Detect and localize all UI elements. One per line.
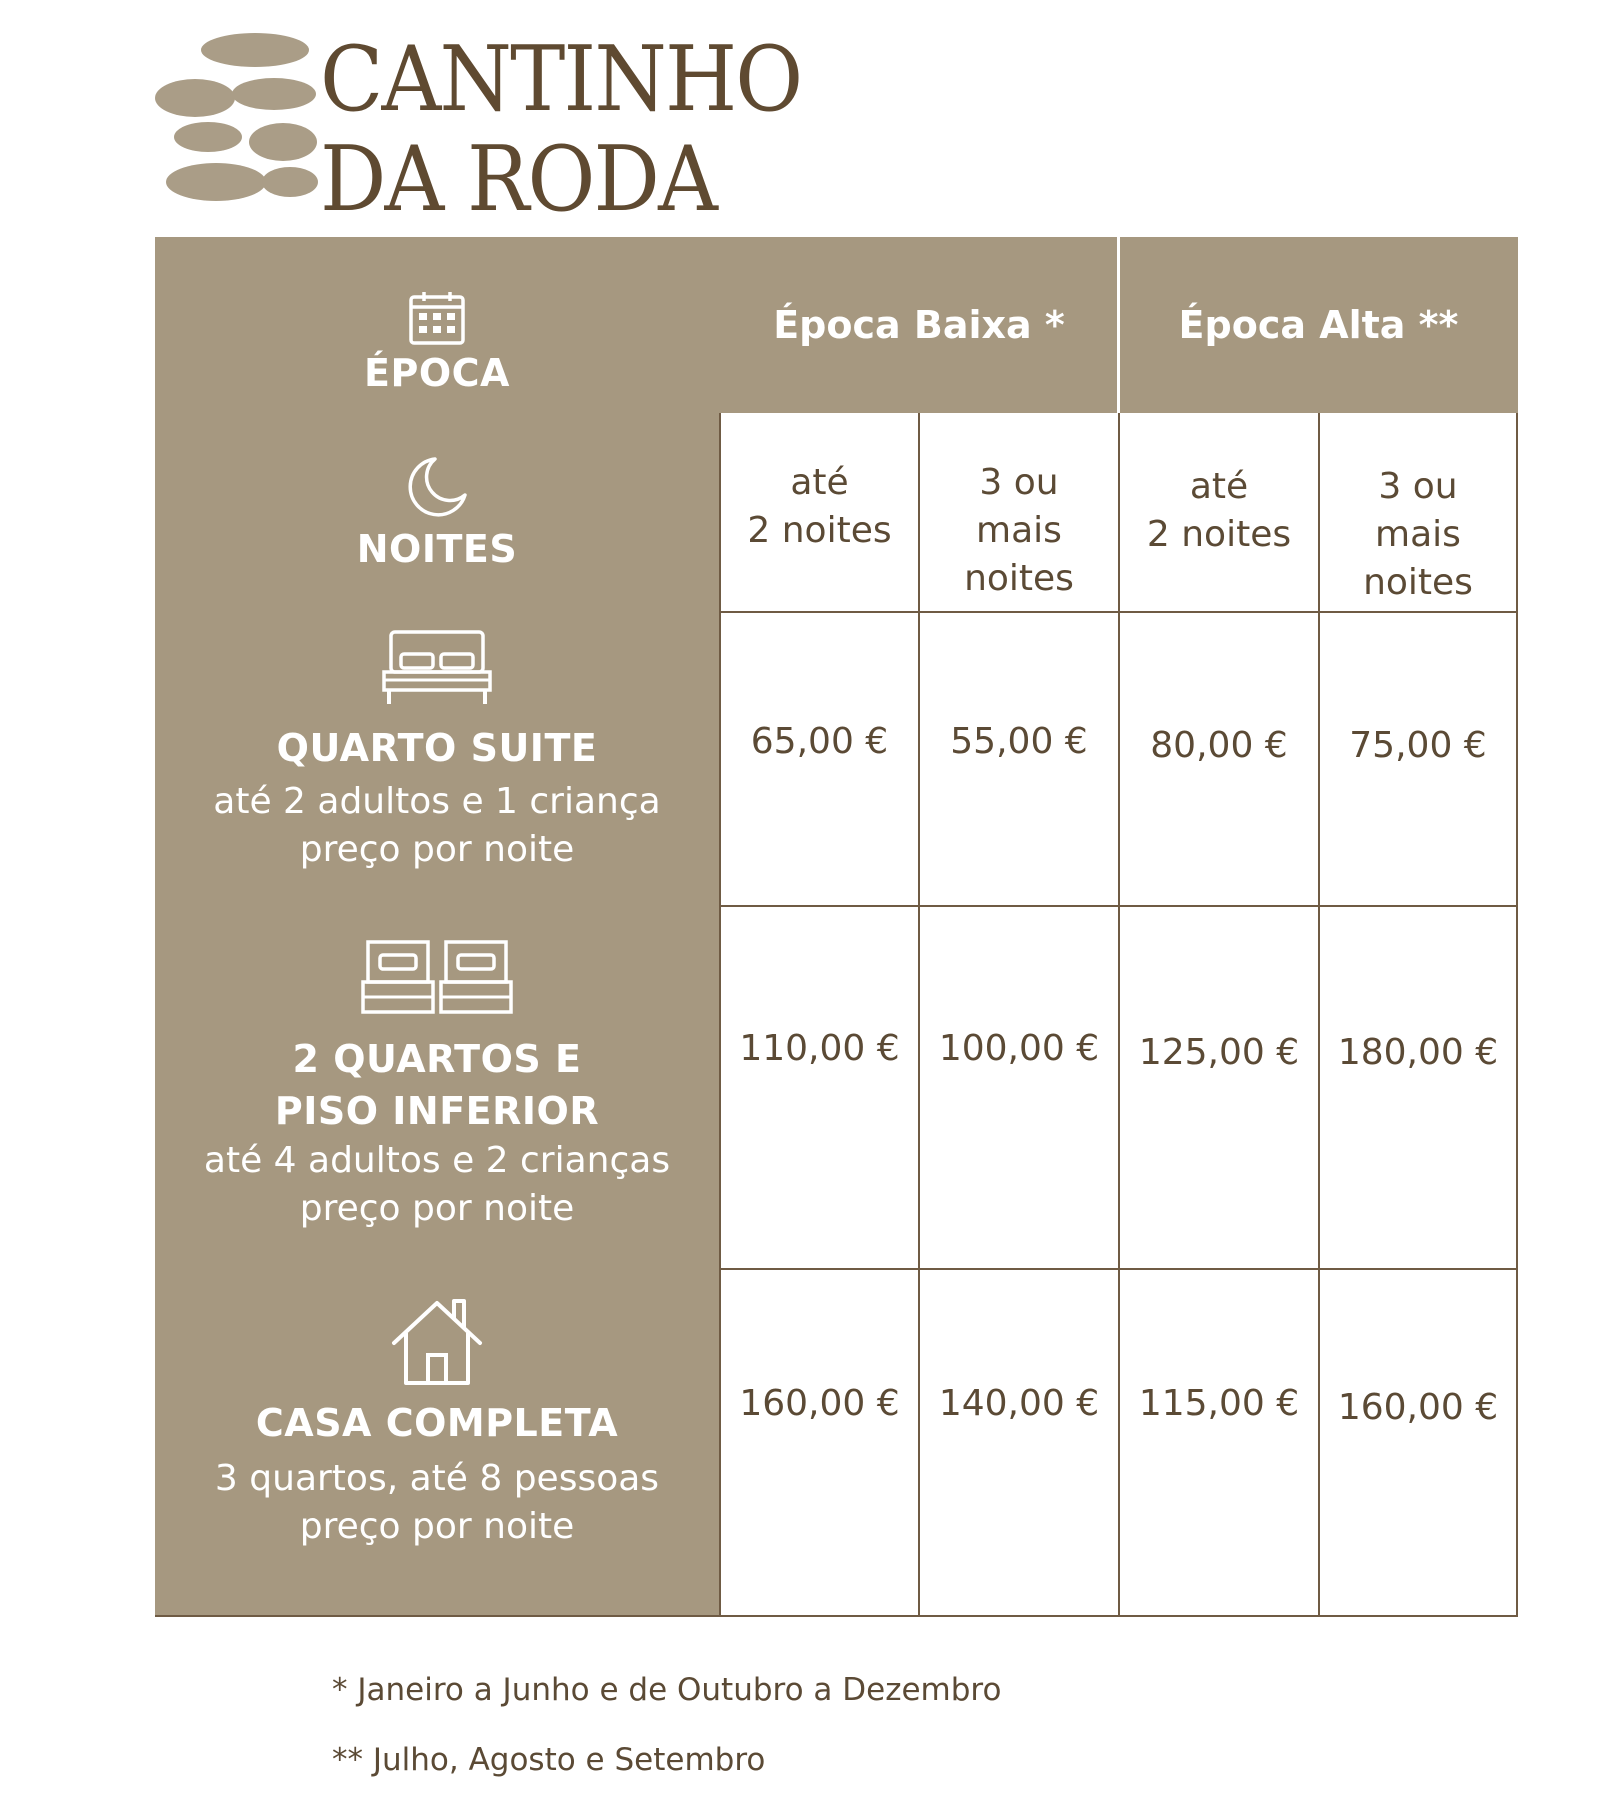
- row-subtitle: preço por noite: [299, 1188, 575, 1229]
- grid-line: [719, 1268, 1518, 1270]
- price-cell: 65,00 €: [750, 721, 889, 762]
- noites-label: NOITES: [356, 527, 518, 571]
- bed-icon: [381, 630, 493, 708]
- two-beds-icon: [360, 939, 514, 1017]
- grid-line: [719, 905, 1518, 907]
- row-subtitle: até 4 adultos e 2 crianças: [203, 1140, 671, 1181]
- price-cell: 125,00 €: [1138, 1032, 1300, 1073]
- row-label-casa-completa: [155, 1297, 719, 1551]
- epoca-label-cell: [155, 291, 719, 397]
- grid-line: [155, 1615, 1518, 1617]
- nights-line: mais noites: [1363, 514, 1473, 603]
- brand-line-2: DA RODA: [320, 127, 717, 232]
- nights-line: mais noites: [964, 510, 1074, 599]
- row-subtitle: 3 quartos, até 8 pessoas: [214, 1458, 660, 1499]
- logo: [150, 27, 802, 232]
- grid-line: [1118, 413, 1120, 1617]
- nights-cell: [1320, 463, 1516, 607]
- nights-cell: [721, 459, 918, 555]
- grid-line: [719, 611, 1518, 613]
- row-subtitle: preço por noite: [299, 829, 575, 870]
- row-subtitle: até 2 adultos e 1 criança: [213, 781, 661, 822]
- house-icon: [390, 1297, 484, 1387]
- price-cell: 75,00 €: [1349, 725, 1487, 766]
- row-title: CASA COMPLETA: [255, 1401, 619, 1445]
- price-cell: 55,00 €: [950, 721, 1088, 762]
- moon-icon: [405, 455, 469, 519]
- price-cell: 110,00 €: [739, 1028, 900, 1069]
- calendar-icon: [408, 291, 466, 347]
- row-title: QUARTO SUITE: [276, 726, 598, 770]
- nights-line: 2 noites: [747, 510, 892, 551]
- nights-line: 3 ou: [1378, 466, 1458, 507]
- footnote-high-season: ** Julho, Agosto e Setembro: [332, 1742, 766, 1778]
- price-cell: 180,00 €: [1337, 1032, 1499, 1073]
- price-cell: 100,00 €: [938, 1028, 1100, 1069]
- row-label-2-quartos: [155, 939, 719, 1233]
- header-divider: [1117, 237, 1120, 413]
- noites-label-cell: [155, 455, 719, 573]
- nights-cell: [1120, 463, 1318, 559]
- grid-line: [1516, 413, 1518, 1617]
- price-cell: 160,00 €: [1337, 1387, 1499, 1428]
- row-subtitle: preço por noite: [299, 1506, 575, 1547]
- season-header-high: [1119, 237, 1518, 413]
- price-cell: 115,00 €: [1138, 1383, 1300, 1424]
- grid-line: [719, 413, 721, 1617]
- nights-line: 2 noites: [1146, 514, 1292, 555]
- price-cell: 160,00 €: [739, 1383, 900, 1424]
- epoca-label: ÉPOCA: [364, 351, 510, 395]
- nights-line: até: [1189, 466, 1249, 507]
- brand-line-1: CANTINHO: [320, 27, 802, 132]
- stones-logo-icon: [150, 30, 330, 210]
- price-cell: 140,00 €: [938, 1383, 1100, 1424]
- nights-cell: [920, 459, 1118, 603]
- row-title: PISO INFERIOR: [274, 1089, 600, 1133]
- footnote-low-season: * Janeiro a Junho e de Outubro a Dezembro: [332, 1672, 1002, 1708]
- price-table: [155, 237, 1518, 1617]
- brand-name: [320, 27, 802, 232]
- season-high-label: Época Alta **: [1178, 303, 1459, 347]
- nights-line: até: [790, 462, 849, 503]
- season-low-label: Época Baixa *: [773, 303, 1065, 347]
- row-label-quarto-suite: [155, 630, 719, 874]
- nights-line: 3 ou: [979, 462, 1059, 503]
- row-title: 2 QUARTOS E: [292, 1037, 582, 1081]
- season-header-low: [719, 237, 1119, 413]
- price-cell: 80,00 €: [1150, 725, 1288, 766]
